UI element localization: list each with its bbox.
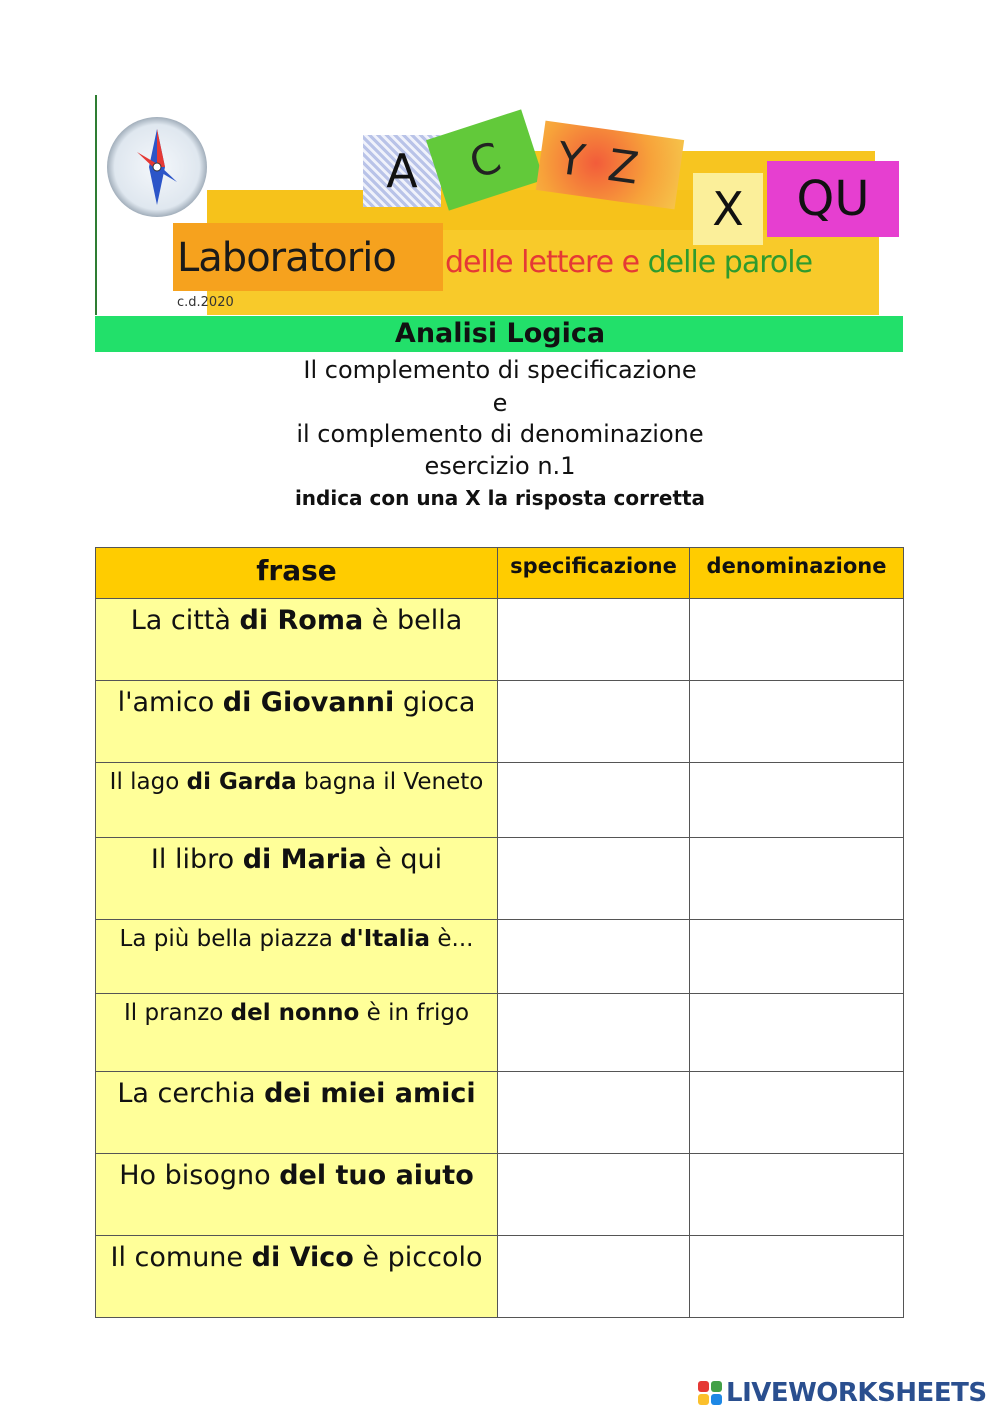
table-row bbox=[96, 681, 904, 763]
answer-cell-specificazione[interactable] bbox=[498, 1072, 690, 1154]
liveworksheets-icon bbox=[698, 1381, 722, 1405]
phrase-cell: La città di Roma è bella bbox=[96, 599, 498, 681]
answer-cell-denominazione[interactable] bbox=[690, 1072, 904, 1154]
table-row bbox=[96, 838, 904, 920]
table-row bbox=[96, 1072, 904, 1154]
table-row bbox=[96, 599, 904, 681]
answer-cell-specificazione[interactable] bbox=[498, 599, 690, 681]
phrase-cell: La più bella piazza d'Italia è... bbox=[96, 920, 498, 994]
exercise-table bbox=[95, 547, 904, 1318]
answer-cell-specificazione[interactable] bbox=[498, 1154, 690, 1236]
banner-credit: c.d.2020 bbox=[177, 295, 234, 310]
answer-cell-specificazione[interactable] bbox=[498, 1236, 690, 1318]
answer-cell-specificazione[interactable] bbox=[498, 763, 690, 838]
table-row bbox=[96, 1236, 904, 1318]
phrase-cell: La cerchia dei miei amici bbox=[96, 1072, 498, 1154]
phrase-cell: Il libro di Maria è qui bbox=[96, 838, 498, 920]
exercise-number: esercizio n.1 bbox=[424, 452, 576, 480]
letter-tile-c: C bbox=[426, 109, 544, 210]
banner-subtitle-part1: delle lettere e bbox=[445, 245, 640, 280]
table-row bbox=[96, 920, 904, 994]
table-row bbox=[96, 1154, 904, 1236]
table-row bbox=[96, 763, 904, 838]
answer-cell-denominazione[interactable] bbox=[690, 1236, 904, 1318]
table-row bbox=[96, 994, 904, 1072]
banner-subtitle-part2: delle parole bbox=[647, 245, 813, 280]
phrase-cell: l'amico di Giovanni gioca bbox=[96, 681, 498, 763]
page-title: Analisi Logica bbox=[394, 318, 606, 349]
banner-subtitle bbox=[445, 245, 812, 280]
phrase-cell: Ho bisogno del tuo aiuto bbox=[96, 1154, 498, 1236]
table-header-row bbox=[96, 548, 904, 599]
answer-cell-denominazione[interactable] bbox=[690, 1154, 904, 1236]
answer-cell-denominazione[interactable] bbox=[690, 838, 904, 920]
answer-cell-denominazione[interactable] bbox=[690, 920, 904, 994]
instruction-text: indica con una X la risposta corretta bbox=[294, 486, 706, 510]
phrase-cell: Il comune di Vico è piccolo bbox=[96, 1236, 498, 1318]
answer-cell-denominazione[interactable] bbox=[690, 681, 904, 763]
column-header-specificazione: specificazione bbox=[498, 548, 690, 599]
letter-tile-yz: YZ bbox=[536, 121, 684, 210]
letter-tile-qu: QU bbox=[767, 161, 899, 237]
compass-icon bbox=[107, 117, 207, 217]
column-header-frase: frase bbox=[96, 548, 498, 599]
answer-cell-denominazione[interactable] bbox=[690, 763, 904, 838]
letter-tile-x: X bbox=[693, 173, 763, 245]
answer-cell-denominazione[interactable] bbox=[690, 599, 904, 681]
subtitle-line-1: Il complemento di specificazione bbox=[303, 356, 697, 384]
letter-tile-a: A bbox=[363, 135, 441, 207]
phrase-cell: Il lago di Garda bagna il Veneto bbox=[96, 763, 498, 838]
column-header-denominazione: denominazione bbox=[690, 548, 904, 599]
subtitle-line-2: e bbox=[492, 389, 508, 417]
answer-cell-specificazione[interactable] bbox=[498, 681, 690, 763]
banner-title: Laboratorio bbox=[177, 235, 396, 281]
phrase-cell: Il pranzo del nonno è in frigo bbox=[96, 994, 498, 1072]
header-banner bbox=[95, 95, 903, 315]
liveworksheets-logo[interactable] bbox=[698, 1378, 987, 1408]
answer-cell-specificazione[interactable] bbox=[498, 920, 690, 994]
answer-cell-specificazione[interactable] bbox=[498, 838, 690, 920]
subtitle-line-3: il complemento di denominazione bbox=[296, 420, 704, 448]
answer-cell-denominazione[interactable] bbox=[690, 994, 904, 1072]
answer-cell-specificazione[interactable] bbox=[498, 994, 690, 1072]
liveworksheets-brand: LIVEWORKSHEETS bbox=[726, 1378, 987, 1408]
